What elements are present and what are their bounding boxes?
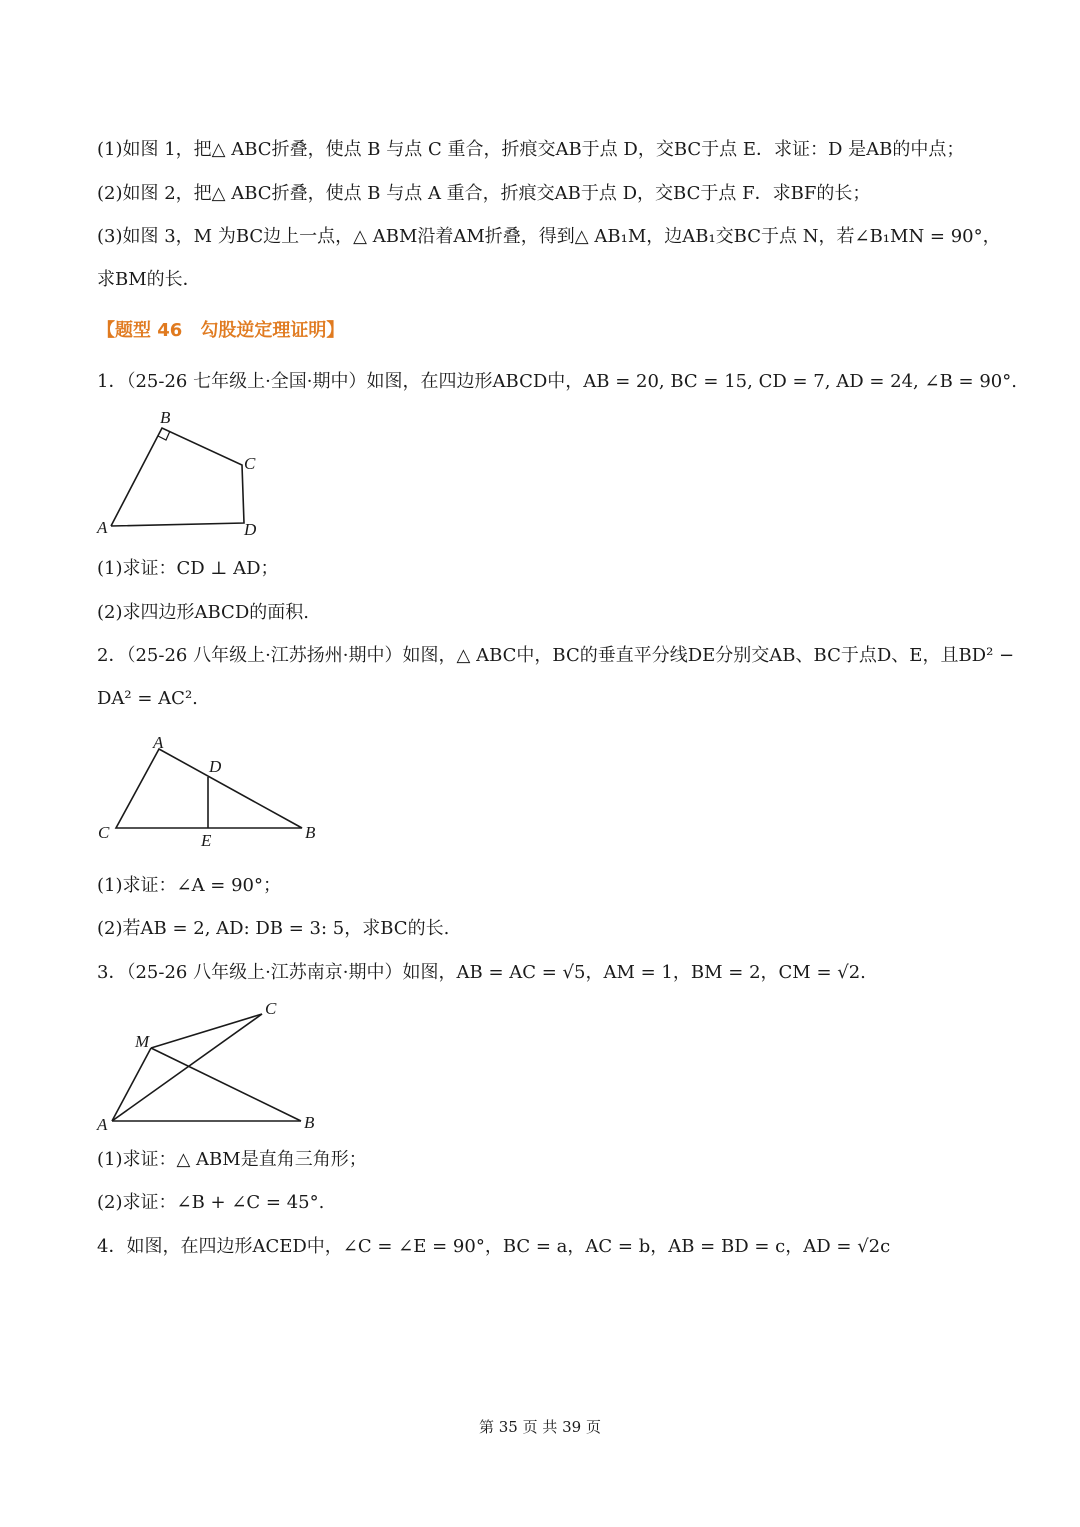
problem-1-sub-2: (2)求四边形ABCD的面积. (97, 602, 309, 623)
problem-2-figure (95, 728, 335, 857)
label-a: A (97, 1115, 108, 1134)
label-m: M (135, 1032, 150, 1051)
segment-am (112, 1048, 151, 1121)
problem-1-stem: 1．（25-26 七年级上·全国·期中）如图，在四边形ABCD中，AB = 20, BC = 15, CD = 7, AD = 24, ∠B = 90°. (97, 371, 1017, 392)
label-e: E (201, 831, 212, 850)
intro-question-3-line-2: 求BM的长． (97, 269, 201, 290)
label-d: D (244, 520, 257, 539)
label-b: B (160, 408, 171, 427)
intro-question-3-line-1: (3)如图 3，M 为BC边上一点，△ ABM沿着AM折叠，得到△ AB₁M，边AB₁交BC于点 N，若∠B₁MN = 90°， (97, 226, 1001, 247)
label-c: C (98, 823, 110, 842)
label-d: D (209, 757, 222, 776)
section-heading: 【题型 46 勾股逆定理证明】 (97, 320, 345, 341)
label-a: A (97, 518, 108, 537)
intro-question-1: (1)如图 1，把△ ABC折叠，使点 B 与点 C 重合，折痕交AB于点 D，交BC于点 E．求证：D 是AB的中点； (97, 139, 965, 160)
segment-ac (112, 1014, 262, 1121)
problem-1-sub-1: (1)求证：CD ⊥ AD； (97, 558, 279, 579)
page-footer: 第 35 页 共 39 页 (478, 1418, 601, 1436)
problem-2-sub-1: (1)求证：∠A = 90°； (97, 875, 282, 896)
problem-1-figure (95, 405, 275, 544)
problem-3-sub-2: (2)求证：∠B + ∠C = 45°. (97, 1192, 325, 1213)
label-b: B (305, 823, 316, 842)
problem-3-stem: 3．（25-26 八年级上·江苏南京·期中）如图，AB = AC = √5，AM = 1，BM = 2，CM = √2. (97, 962, 866, 983)
segment-mb (151, 1048, 301, 1121)
label-b: B (304, 1113, 315, 1132)
problem-2-stem-line-1: 2．（25-26 八年级上·江苏扬州·期中）如图，△ ABC中，BC的垂直平分线DE分别交AB、BC于点D、E，且BD² − (97, 645, 1015, 666)
problem-3-figure (95, 994, 325, 1138)
quadrilateral-abcd (111, 428, 244, 526)
problem-4-stem: 4．如图，在四边形ACED中，∠C = ∠E = 90°，BC = a，AC = b，AB = BD = c，AD = √2c (97, 1236, 891, 1257)
intro-question-2: (2)如图 2，把△ ABC折叠，使点 B 与点 A 重合，折痕交AB于点 D，交BC于点 F．求BF的长； (97, 183, 871, 204)
label-c: C (244, 454, 256, 473)
problem-3-sub-1: (1)求证：△ ABM是直角三角形； (97, 1149, 367, 1170)
segment-mc (151, 1014, 262, 1048)
label-a: A (153, 733, 164, 752)
problem-2-stem-line-2: DA² = AC². (97, 688, 198, 709)
label-c: C (265, 999, 277, 1018)
problem-2-sub-2: (2)若AB = 2, AD: DB = 3: 5，求BC的长. (97, 918, 450, 939)
